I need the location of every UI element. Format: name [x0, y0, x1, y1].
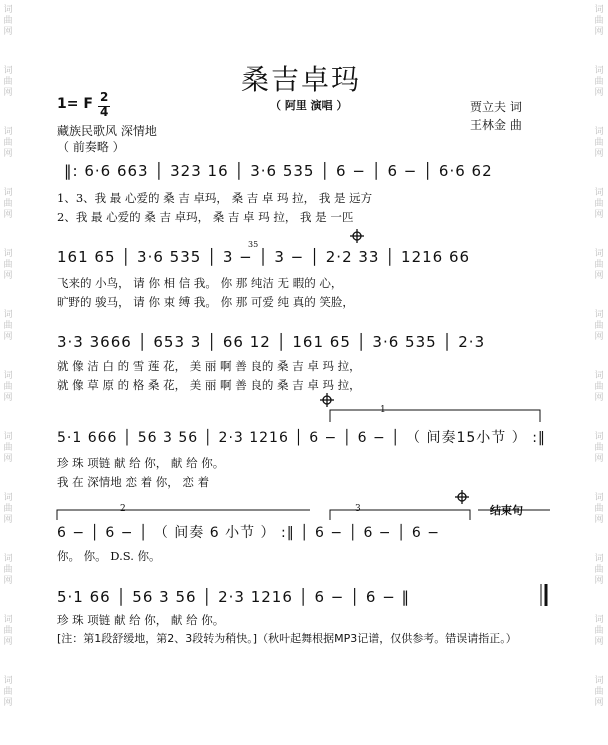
- watermark-glyph: 词: [3, 371, 13, 381]
- watermark-glyph: 网: [594, 88, 604, 98]
- watermark-glyph: 词: [594, 310, 604, 320]
- score-row-1-notes: ‖: 6·6 663 │ 323 16 │ 3·6 535 │ 6 − │ 6 − │ 6·6 62: [64, 162, 493, 180]
- singer: （ 阿里 演唱 ）: [270, 99, 348, 112]
- watermark-glyph: 曲: [594, 77, 604, 87]
- watermark-glyph: 曲: [594, 199, 604, 209]
- watermark-glyph: 曲: [3, 77, 13, 87]
- song-title: 桑吉卓玛: [241, 63, 362, 96]
- coda-sign-2: [320, 393, 334, 407]
- watermark-glyph: 网: [594, 27, 604, 37]
- watermark-glyph: 词: [3, 127, 13, 137]
- score-row-4-lyrics-1: 珍 珠 项链 献 给 你， 献 给 你。: [57, 456, 225, 470]
- watermark-glyph: 曲: [3, 504, 13, 514]
- watermark-glyph: 词: [594, 371, 604, 381]
- score-row-5-lyrics-1: 你。 你。 D.S. 你。: [57, 549, 161, 563]
- lyricist: 贾立夫 词: [470, 100, 522, 114]
- watermark-glyph: 词: [3, 5, 13, 15]
- score-row-5-notes: 6 − │ 6 − │ （ 间奏 6 小节 ） :‖ │ 6 − │ 6 − │ 6 −: [57, 525, 440, 541]
- composer: 王林金 曲: [470, 118, 522, 132]
- score-row-3-notes: 3·3 3666 │ 653 3 │ 66 12 │ 161 65 │ 3·6 535 │ 2·3: [57, 333, 486, 351]
- watermark-glyph: 网: [594, 515, 604, 525]
- watermark-glyph: 网: [3, 149, 13, 159]
- volta-1-label: 1: [380, 405, 386, 415]
- watermark-glyph: 词: [3, 249, 13, 259]
- watermark-glyph: 词: [3, 615, 13, 625]
- score-row-2-notes: 161 65 │ 3·6 535 │ 3 − │ 3 − │ 2·2 33 │ 1216 66: [57, 248, 471, 266]
- key-signature: 1= F: [57, 96, 93, 112]
- watermark-glyph: 网: [3, 576, 13, 586]
- watermark-glyph: 曲: [594, 504, 604, 514]
- volta-2-label: 2: [120, 504, 126, 514]
- score-row-1-lyrics-2: 2、我 最 心爱的 桑 吉 卓玛， 桑 吉 卓 玛 拉， 我 是 一匹: [57, 210, 354, 224]
- watermark-glyph: 网: [594, 149, 604, 159]
- watermark-glyph: 网: [594, 393, 604, 403]
- watermark-glyph: 曲: [594, 626, 604, 636]
- watermark-glyph: 词: [594, 554, 604, 564]
- watermark-glyph: 词: [594, 66, 604, 76]
- watermark-glyph: 词: [3, 493, 13, 503]
- time-signature-bottom: 4: [100, 105, 109, 119]
- score-row-4-lyrics-2: 我 在 深情地 恋 着 你， 恋 着: [57, 475, 210, 489]
- watermark-glyph: 曲: [3, 626, 13, 636]
- watermark-glyph: 词: [594, 188, 604, 198]
- watermark-glyph: 网: [3, 698, 13, 708]
- watermark-glyph: 曲: [3, 687, 13, 697]
- watermark-glyph: 词: [594, 493, 604, 503]
- score-row-3-lyrics-2: 就 像 草 原 的 格 桑 花， 美 丽 啊 善 良的 桑 吉 卓 玛 拉，: [57, 378, 361, 392]
- score-row-1-lyrics-1: 1、3、我 最 心爱的 桑 吉 卓玛， 桑 吉 卓 玛 拉， 我 是 远方: [57, 191, 373, 205]
- watermark-glyph: 词: [594, 5, 604, 15]
- watermark-glyph: 词: [3, 66, 13, 76]
- watermark-glyph: 网: [594, 332, 604, 342]
- dal-segno-sign-35: 35: [248, 240, 259, 249]
- volta-1-bracket: [330, 410, 540, 422]
- watermark-glyph: 网: [594, 454, 604, 464]
- score-row-6-notes: 5·1 66 │ 56 3 56 │ 2·3 1216 │ 6 − │ 6 − ‖: [57, 588, 411, 606]
- watermark-glyph: 词: [594, 615, 604, 625]
- watermark-glyph: 网: [3, 210, 13, 220]
- watermark-glyph: 曲: [3, 382, 13, 392]
- watermark-glyph: 词: [3, 432, 13, 442]
- watermark-glyph: 曲: [594, 443, 604, 453]
- watermark-glyph: 词: [3, 310, 13, 320]
- watermark-glyph: 曲: [3, 138, 13, 148]
- watermark-glyph: 曲: [594, 138, 604, 148]
- watermark-glyph: 曲: [594, 260, 604, 270]
- score-row-4-notes: 5·1 666 │ 56 3 56 │ 2·3 1216 │ 6 − │ 6 − │ （ 间奏15小节 ） :‖: [57, 430, 546, 446]
- volta-3-label: 3: [355, 504, 361, 514]
- watermark-glyph: 词: [3, 554, 13, 564]
- watermark-glyph: 网: [594, 271, 604, 281]
- watermark-glyph: 网: [594, 698, 604, 708]
- watermark-glyph: 网: [594, 637, 604, 647]
- watermark-glyph: 网: [3, 515, 13, 525]
- watermark-glyph: 词: [594, 432, 604, 442]
- ending-phrase-label: 结束句: [490, 504, 523, 517]
- watermark-glyph: 曲: [3, 321, 13, 331]
- watermark-glyph: 网: [3, 332, 13, 342]
- watermark-glyph: 网: [594, 210, 604, 220]
- watermark-glyph: 网: [3, 88, 13, 98]
- watermark-glyph: 曲: [594, 687, 604, 697]
- watermark-glyph: 曲: [3, 199, 13, 209]
- watermark-glyph: 曲: [594, 16, 604, 26]
- time-signature-top: 2: [100, 90, 109, 104]
- watermark-glyph: 词: [594, 127, 604, 137]
- watermark-glyph: 网: [3, 454, 13, 464]
- watermark-glyph: 网: [3, 27, 13, 37]
- prelude-note: （ 前奏略 ）: [57, 140, 125, 154]
- score-row-3-lyrics-1: 就 像 洁 白 的 雪 莲 花， 美 丽 啊 善 良的 桑 吉 卓 玛 拉，: [57, 359, 361, 373]
- watermark-glyph: 词: [594, 676, 604, 686]
- watermark-glyph: 词: [594, 249, 604, 259]
- coda-sign-1: [350, 229, 364, 243]
- watermark-glyph: 网: [594, 576, 604, 586]
- score-row-2-lyrics-2: 旷野的 骏马， 请 你 束 缚 我。 你 那 可爱 纯 真的 笑脸，: [57, 295, 354, 309]
- watermark-glyph: 曲: [594, 321, 604, 331]
- watermark-glyph: 曲: [3, 260, 13, 270]
- watermark-glyph: 网: [3, 271, 13, 281]
- watermark-glyph: 曲: [594, 382, 604, 392]
- style-marking: 藏族民歌风 深情地: [57, 124, 157, 138]
- volta-2-bracket: [57, 510, 310, 520]
- watermark-glyph: 曲: [3, 565, 13, 575]
- volta-3-bracket: [330, 510, 470, 520]
- watermark-glyph: 词: [3, 676, 13, 686]
- score-row-6-lyrics-1: 珍 珠 项链 献 给 你， 献 给 你。: [57, 613, 225, 627]
- watermark-glyph: 网: [3, 637, 13, 647]
- watermark-glyph: 网: [3, 393, 13, 403]
- watermark-glyph: 词: [3, 188, 13, 198]
- score-row-2-lyrics-1: 飞来的 小鸟， 请 你 相 信 我。 你 那 纯洁 无 暇的 心，: [57, 276, 343, 290]
- watermark-glyph: 曲: [3, 16, 13, 26]
- watermark-glyph: 曲: [594, 565, 604, 575]
- coda-sign-3: [455, 490, 469, 504]
- footer-note: [注：第1段舒缓地，第2、3段转为稍快。]（秋叶起舞根据MP3记谱，仅供参考。错误请指正。）: [57, 632, 517, 645]
- watermark-glyph: 曲: [3, 443, 13, 453]
